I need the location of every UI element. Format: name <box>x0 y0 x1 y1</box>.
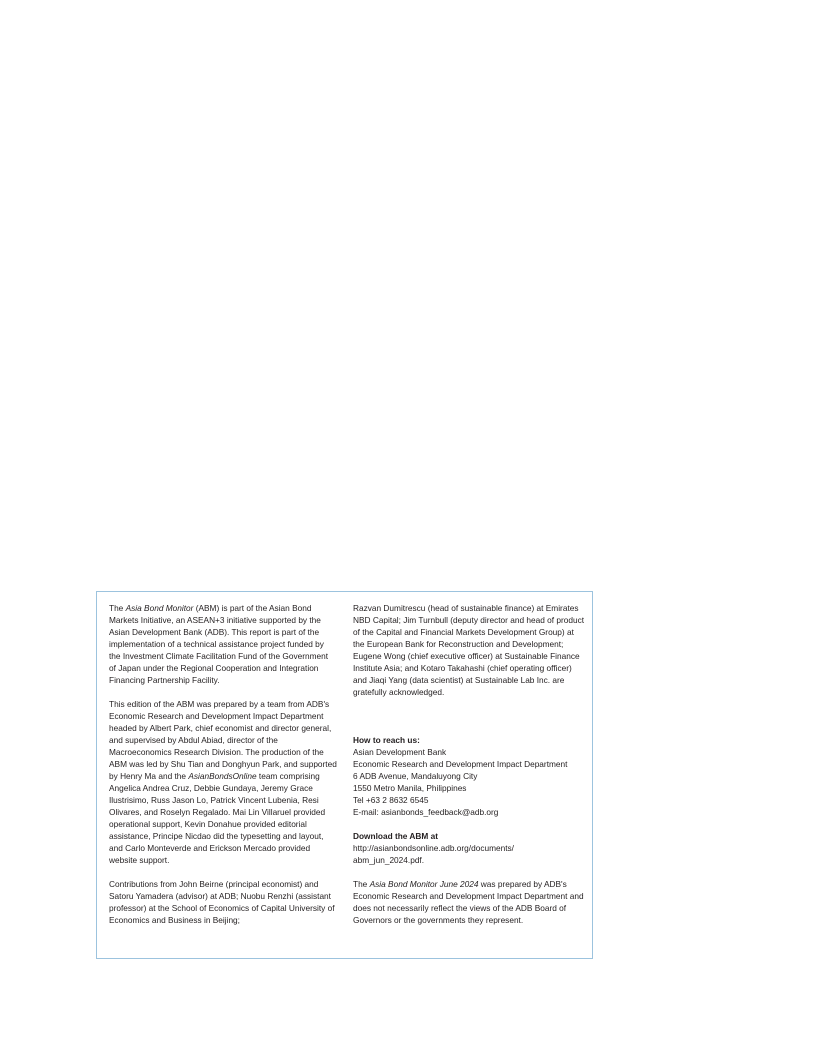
contact-block <box>353 734 585 818</box>
text-run: The <box>109 603 126 613</box>
download-heading: Download the ABM at <box>353 831 438 841</box>
contributions-paragraph: Contributions from John Beirne (principal economist) and Satoru Yamadera (advisor) at ADB; Nuobu Renzhi (assistant professor) at the School of Economics of Capital University of Economics and Business in Beijing; <box>109 879 335 925</box>
text-run: (ABM) is part of the Asian Bond Markets Initiative, an ASEAN+3 initiative supported by the Asian Development Bank (ADB). This report is part of the implementation of a technical assistance project funded by the Investment Climate Facilitation Fund of the Government of Japan under the Regional Cooperation and Integration Financing Partnership Facility. <box>109 603 329 685</box>
team-paragraph <box>109 698 337 866</box>
download-link[interactable]: abm_jun_2024.pdf. <box>353 855 425 865</box>
right-column <box>353 602 585 926</box>
acknowledgments-box <box>96 591 593 959</box>
contact-phone: Tel +63 2 8632 6545 <box>353 795 429 805</box>
disclaimer-paragraph <box>353 878 585 926</box>
text-run: was prepared by ADB's Economic Research and Development Impact Department and does not necessarily reflect the views of the ADB Board of Governors or the governments they represent. <box>353 879 584 925</box>
publication-title: Asia Bond Monitor June 2024 <box>369 879 479 889</box>
contributions-continued: Razvan Dumitrescu (head of sustainable finance) at Emirates NBD Capital; Jim Turnbull (deputy director and head of product of the Capital and Financial Markets Development Group) at the European Bank for Reconstruction and Development; Eugene Wong (chief executive officer) at Sustainable Finance Institute Asia; and Kotaro Takahashi (chief operating officer) and Jiaqi Yang (data scientist) at Sustainable Lab Inc. are gratefully acknowledged. <box>353 603 585 697</box>
text-run: team comprising Angelica Andrea Cruz, Debbie Gundaya, Jeremy Grace Ilustrisimo, Russ Jason Lo, Patrick Vincent Lubenia, Resi Olivares, and Roselyn Regalado. Mai Lin Villaruel provided operational support, Kevin Donahue provided editorial assistance, Principe Nicdao did the typesetting and layout, and Carlo Monteverde and Erickson Mercado provided website support. <box>109 771 326 865</box>
contact-line: 6 ADB Avenue, Mandaluyong City <box>353 771 478 781</box>
download-link[interactable]: http://asianbondsonline.adb.org/documents/ <box>353 843 514 853</box>
contact-heading: How to reach us: <box>353 735 420 745</box>
left-column <box>109 602 337 926</box>
text-run: This edition of the ABM was prepared by a team from ADB's Economic Research and Development Impact Department headed by Albert Park, chief economist and director general, and supervised by Abdul Abiad, director of the Macroeconomics Research Division. The production of the ABM was led by Shu Tian and Donghyun Park, and supported by Henry Ma and the <box>109 699 337 781</box>
contact-email: E-mail: asianbonds_feedback@adb.org <box>353 807 499 817</box>
contact-line: 1550 Metro Manila, Philippines <box>353 783 467 793</box>
contact-line: Asian Development Bank <box>353 747 447 757</box>
intro-paragraph <box>109 602 337 686</box>
contact-line: Economic Research and Development Impact Department <box>353 759 568 769</box>
text-run: The <box>353 879 370 889</box>
download-block <box>353 830 585 866</box>
website-name: AsianBondsOnline <box>188 771 257 781</box>
publication-title: Asia Bond Monitor <box>125 603 194 613</box>
